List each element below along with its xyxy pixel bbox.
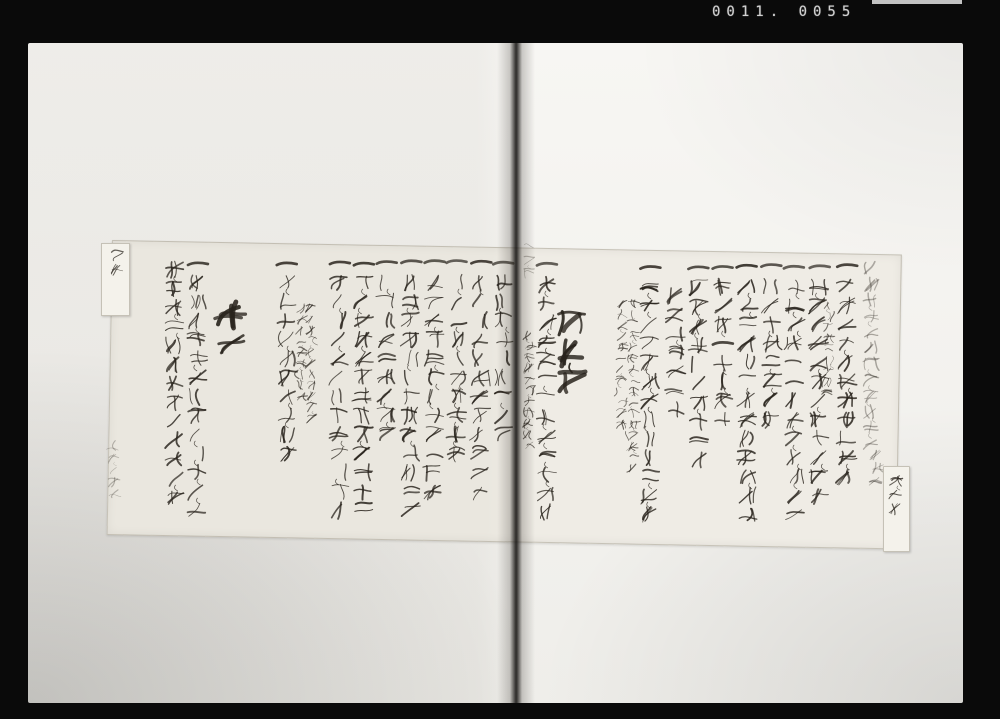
text-column xyxy=(104,437,124,509)
section-tab-left xyxy=(101,243,130,316)
section-tab-right xyxy=(883,466,910,552)
text-column xyxy=(273,251,301,472)
text-column xyxy=(518,240,538,288)
text-column xyxy=(709,255,737,438)
text-column xyxy=(160,257,188,516)
text-column xyxy=(661,283,689,428)
text-column xyxy=(373,251,401,453)
text-column xyxy=(781,255,809,533)
text-column xyxy=(859,257,884,461)
frame-counter: 0011. 0055 xyxy=(712,4,857,20)
text-column xyxy=(733,255,761,533)
text-column xyxy=(757,255,785,438)
text-column xyxy=(520,327,539,460)
text-column xyxy=(613,295,632,450)
text-column xyxy=(325,251,353,529)
text-column xyxy=(685,257,713,478)
text-column xyxy=(349,251,377,529)
text-column xyxy=(211,297,252,369)
text-column xyxy=(805,255,833,514)
text-column xyxy=(420,251,448,510)
